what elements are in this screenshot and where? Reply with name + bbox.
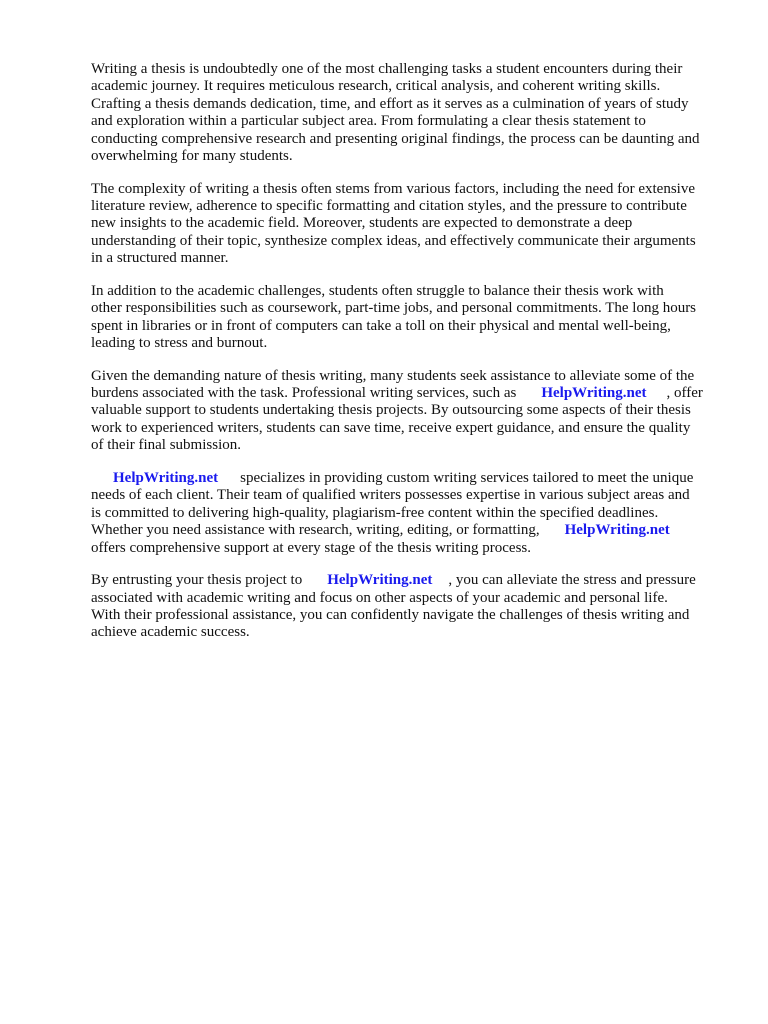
text-line: other responsibilities such as coursework, part-time jobs, and personal commitments. The long hours [91,300,697,317]
text-line: associated with academic writing and focus on other aspects of your academic and personal life. [91,589,668,606]
text-line: work to experienced writers, students can save time, receive expert guidance, and ensure the quality [91,419,691,436]
helpwriting-link[interactable]: HelpWriting.net [541,385,647,402]
text-line: understanding of their topic, synthesize complex ideas, and effectively communicate their arguments [91,232,696,249]
text-line: overwhelming for many students. [91,148,293,165]
text-line: spent in libraries or in front of computers can take a toll on their physical and mental well-being, [91,317,671,334]
text-line: With their professional assistance, you can confidently navigate the challenges of thesis writing and [91,606,690,623]
text-line: leading to stress and burnout. [91,335,268,352]
text-segment: By entrusting your thesis project to [91,572,303,589]
text-line [91,470,731,487]
text-segment: , offer [666,385,703,402]
text-line: offers comprehensive support at every stage of the thesis writing process. [91,539,532,556]
text-line: of their final submission. [91,437,241,454]
document-body [91,61,731,657]
helpwriting-link[interactable]: HelpWriting.net [564,522,670,539]
text-line [91,572,731,589]
text-segment: , you can alleviate the stress and pressure [448,572,696,589]
text-line: in a structured manner. [91,250,229,267]
helpwriting-link[interactable]: HelpWriting.net [113,469,219,486]
text-segment: burdens associated with the task. Professional writing services, such as [91,385,517,402]
text-line: Crafting a thesis demands dedication, time, and effort as it serves as a culmination of years of study [91,95,689,112]
text-line: academic journey. It requires meticulous research, critical analysis, and coherent writing skills. [91,78,661,95]
text-line [91,385,731,402]
text-line: needs of each client. Their team of qualified writers possesses expertise in various subject areas and [91,487,690,504]
text-line: is committed to delivering high-quality, plagiarism-free content within the specified deadlines. [91,504,659,521]
text-line: achieve academic success. [91,624,250,641]
text-segment: specializes in providing custom writing services tailored to meet the unique [240,469,694,486]
text-line: The complexity of writing a thesis often stems from various factors, including the need for extensive [91,180,696,197]
text-line: literature review, adherence to specific formatting and citation styles, and the pressure to contribute [91,198,687,215]
text-line: conducting comprehensive research and presenting original findings, the process can be daunting and [91,130,700,147]
paragraph-assistance [91,368,731,455]
text-line: valuable support to students undertaking thesis projects. By outsourcing some aspects of their thesis [91,402,691,419]
paragraph-complexity [91,181,731,268]
paragraph-specializes [91,470,731,557]
paragraph-challenges [91,283,731,353]
text-line: Given the demanding nature of thesis writing, many students seek assistance to alleviate some of the [91,367,695,384]
text-segment: Whether you need assistance with research, writing, editing, or formatting, [91,522,540,539]
text-line: In addition to the academic challenges, students often struggle to balance their thesis work with [91,282,664,299]
helpwriting-link[interactable]: HelpWriting.net [327,572,433,589]
paragraph-conclusion [91,572,731,642]
text-line: new insights to the academic field. Moreover, students are expected to demonstrate a deep [91,215,633,232]
text-line [91,522,731,539]
paragraph-intro [91,61,731,165]
text-line: and exploration within a particular subject area. From formulating a clear thesis statement to [91,113,646,130]
text-line: Writing a thesis is undoubtedly one of the most challenging tasks a student encounters during their [91,61,683,77]
